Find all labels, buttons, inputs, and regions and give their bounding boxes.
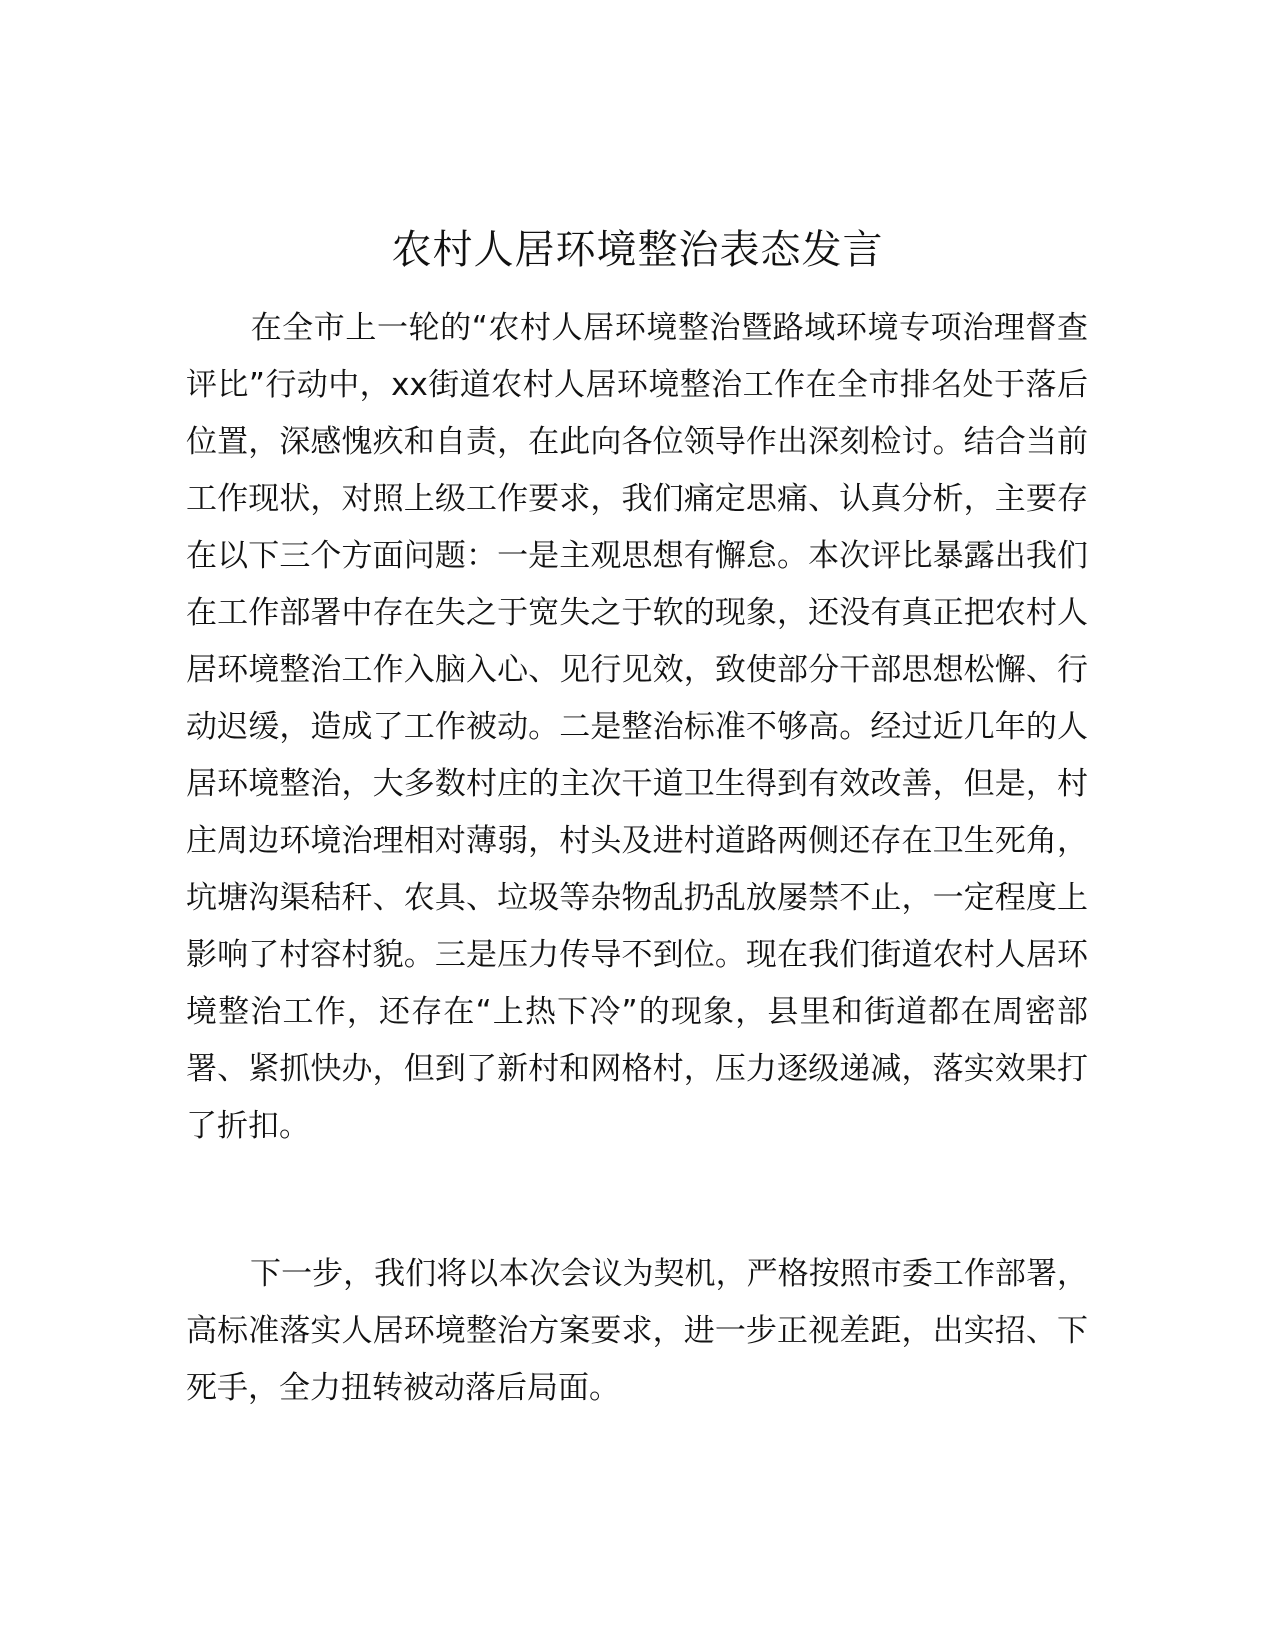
paragraph-1-container [186,300,1088,1155]
paragraph-2-text: 下一步，我们将以本次会议为契机，严格按照市委工作部署，高标准落实人居环境整治方案要求，进一步正视差距，出实招、下死手，全力扭转被动落后局面。 [186,1256,1088,1406]
paragraph-2-container [186,1246,1088,1417]
paragraph-1 [186,300,1088,1155]
document-title: 农村人居环境整治表态发言 [391,227,884,273]
paragraph-2 [186,1246,1088,1417]
paragraph-1-text: 在全市上一轮的“农村人居环境整治暨路域环境专项治理督查评比”行动中，xx街道农村人居环境整治工作在全市排名处于落后位置，深感愧疚和自责，在此向各位领导作出深刻检讨。结合当前工作现状，对照上级工作要求，我们痛定思痛、认真分析，主要存在以下三个方面问题：一是主观思想有懈怠。本次评比暴露出我们在工作部署中存在失之于宽失之于软的现象，还没有真正把农村人居环境整治工作入脑入心、见行见效，致使部分干部思想松懈、行动迟缓，造成了工作被动。二是整治标准不够高。经过近几年的人居环境整治，大多数村庄的主次干道卫生得到有效改善，但是，村庄周边环境治理相对薄弱，村头及进村道路两侧还存在卫生死角，坑塘沟渠秸秆、农具、垃圾等杂物乱扔乱放屡禁不止，一定程度上影响了村容村貌。三是压力传导不到位。现在我们街道农村人居环境整治工作，还存在“上热下冷”的现象，县里和街道都在周密部署、紧抓快办，但到了新村和网格村，压力逐级递减，落实效果打了折扣。 [186,310,1088,1144]
